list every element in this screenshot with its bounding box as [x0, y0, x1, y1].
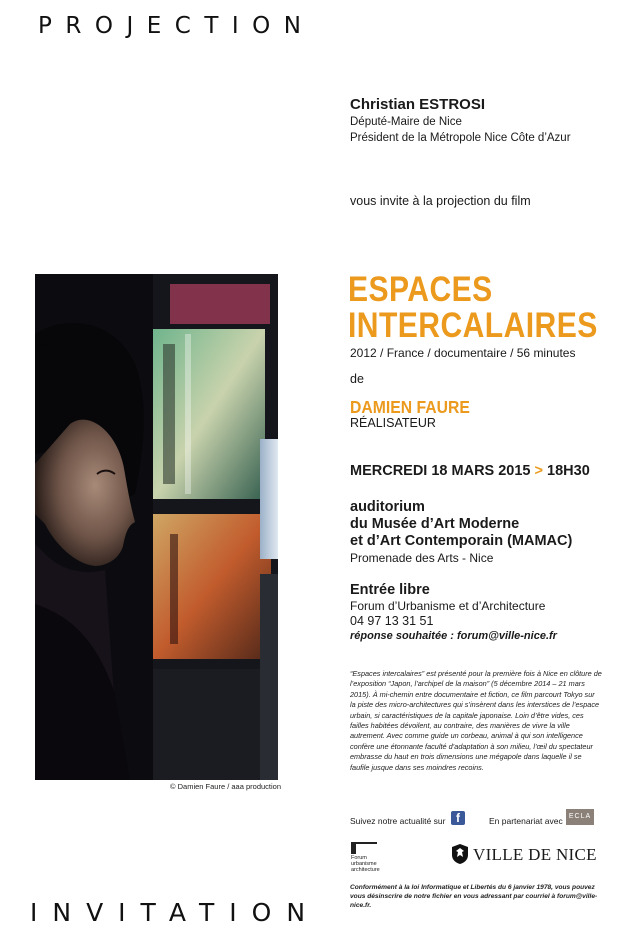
- director-name: DAMIEN FAURE: [350, 397, 470, 417]
- screening-datetime: [350, 463, 590, 479]
- host-title-1: Député-Maire de Nice: [350, 116, 462, 128]
- screening-time: 18H30: [547, 463, 590, 479]
- invite-line: vous invite à la projection du film: [350, 194, 531, 208]
- host-title-2: Président de la Métropole Nice Côte d’Azur: [350, 132, 571, 144]
- venue-address: Promenade des Arts - Nice: [350, 551, 494, 565]
- film-meta: 2012 / France / documentaire / 56 minutes: [350, 346, 576, 360]
- arrow-separator: >: [534, 463, 543, 479]
- film-title-line-1: ESPACES: [348, 270, 493, 309]
- venue-line-1: auditorium: [350, 499, 425, 515]
- forum-logo-line-3: architecture: [351, 867, 380, 873]
- director-role: RÉALISATEUR: [350, 416, 436, 430]
- film-by: de: [350, 372, 364, 386]
- forum-logo-text: [351, 855, 380, 873]
- venue-line-2: du Musée d’Art Moderne: [350, 516, 520, 532]
- entry-title: Entrée libre: [350, 582, 430, 598]
- film-description: “Espaces intercalaires” est présenté pour la première fois à Nice en clôture de l’exposition “Japon, l’archipel de la maison” (5 décembre 2014 – 21 mars 2015). À mi-chemin entre documentaire et fiction, ce film parcourt Tokyo sur la piste des micro-architectures qui s’insèrent dans les interstices de l’espace urbain, si caractéristiques de la capitale japonaise. Loin d’être vides, ces failles habitées dévoilent, au contraire, des manières de vivre la ville autrement. Avec comme guide un corbeau, animal à qui son intelligence confère une étonnante faculté d’adaptation à son milieu, l’œil du spectateur embrasse du haut en trois dimensions une mégapole dans laquelle il se faufile jusque dans ses moindres recoins.: [350, 669, 602, 772]
- ecla-logo: ECLA: [566, 809, 594, 825]
- ville-de-nice-logo: VILLE DE NICE: [473, 845, 597, 864]
- forum-logo-line-2: urbanisme: [351, 861, 377, 867]
- forum-logo-line-1: Forum: [351, 855, 367, 861]
- entry-org: Forum d’Urbanisme et d’Architecture: [350, 599, 546, 613]
- follow-text: Suivez notre actualité sur: [350, 816, 446, 826]
- film-still-photo: [35, 274, 278, 780]
- film-title-line-2: INTERCALAIRES: [348, 306, 598, 345]
- heading-invitation: INVITATION: [30, 898, 321, 927]
- screening-date: MERCREDI 18 MARS 2015: [350, 463, 531, 479]
- eagle-crest-icon: [450, 843, 470, 865]
- host-name: Christian ESTROSI: [350, 96, 486, 113]
- film-title: [348, 272, 598, 344]
- heading-projection: PROJECTION: [38, 13, 315, 39]
- legal-notice: Conformément à la loi Informatique et Libertés du 6 janvier 1978, vous pouvez vous désinscrire de notre fichier en vous adressant par courriel à forum@ville-nice.fr.: [350, 884, 598, 909]
- entry-rsvp[interactable]: réponse souhaitée : forum@ville-nice.fr: [350, 630, 557, 642]
- photo-credit: © Damien Faure / aaa production: [170, 782, 282, 791]
- entry-phone: 04 97 13 31 51: [350, 614, 434, 628]
- partner-text: En partenariat avec: [489, 816, 563, 826]
- forum-logo: [351, 842, 380, 873]
- forum-logo-mark: [351, 842, 377, 854]
- venue-line-3: et d’Art Contemporain (MAMAC): [350, 533, 573, 549]
- facebook-icon[interactable]: f: [451, 811, 465, 825]
